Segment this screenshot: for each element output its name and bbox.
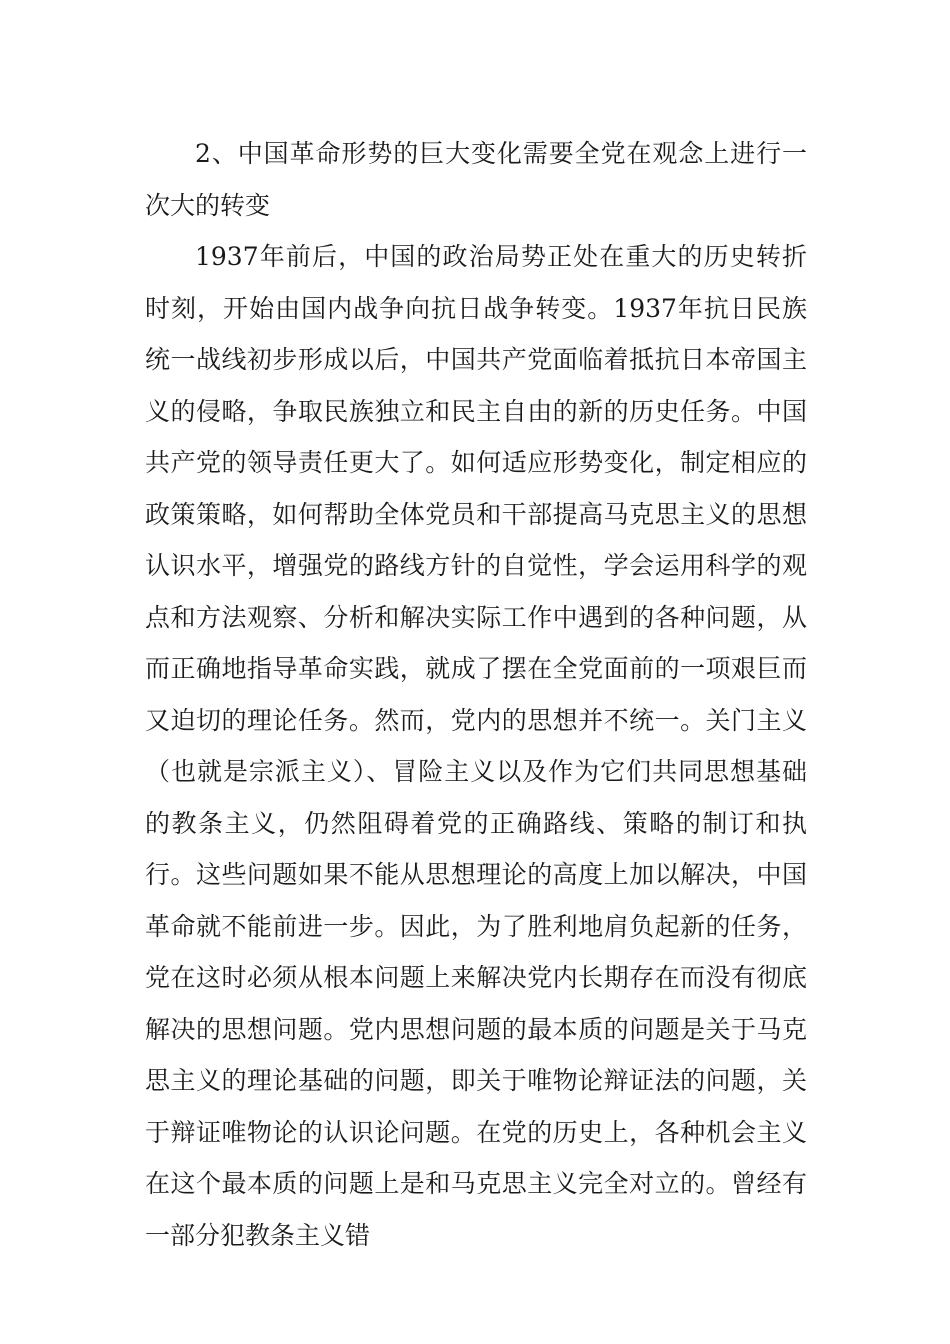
body-paragraph: 1937年前后，中国的政治局势正处在重大的历史转折时刻，开始由国内战争向抗日战争转变。1937年抗日民族统一战线初步形成以后，中国共产党面临着抵抗日本帝国主义的侵略，争取民族独立和民主自由的新的历史任务。中国共产党的领导责任更大了。如何适应形势变化，制定相应的政策策略，如何帮助全体党员和干部提高马克思主义的思想认识水平，增强党的路线方针的自觉性，学会运用科学的观点和方法观察、分析和解决实际工作中遇到的各种问题，从而正确地指导革命实践，就成了摆在全党面前的一项艰巨而又迫切的理论任务。然而，党内的思想并不统一。关门主义（也就是宗派主义）、冒险主义以及作为它们共同思想基础的教条主义，仍然阻碍着党的正确路线、策略的制订和执行。这些问题如果不能从思想理论的高度上加以解决，中国革命就不能前进一步。因此，为了胜利地肩负起新的任务，党在这时必须从根本问题上来解决党内长期存在而没有彻底解决的思想问题。党内思想问题的最本质的问题是关于马克思主义的理论基础的问题，即关于唯物论辩证法的问题，关于辩证唯物论的认识论问题。在党的历史上，各种机会主义在这个最本质的问题上是和马克思主义完全对立的。曾经有一部分犯教条主义错: [145, 242, 807, 1250]
section-heading: 2、中国革命形势的巨大变化需要全党在观念上进行一次大的转变: [145, 139, 807, 220]
document-page: [145, 128, 807, 1261]
